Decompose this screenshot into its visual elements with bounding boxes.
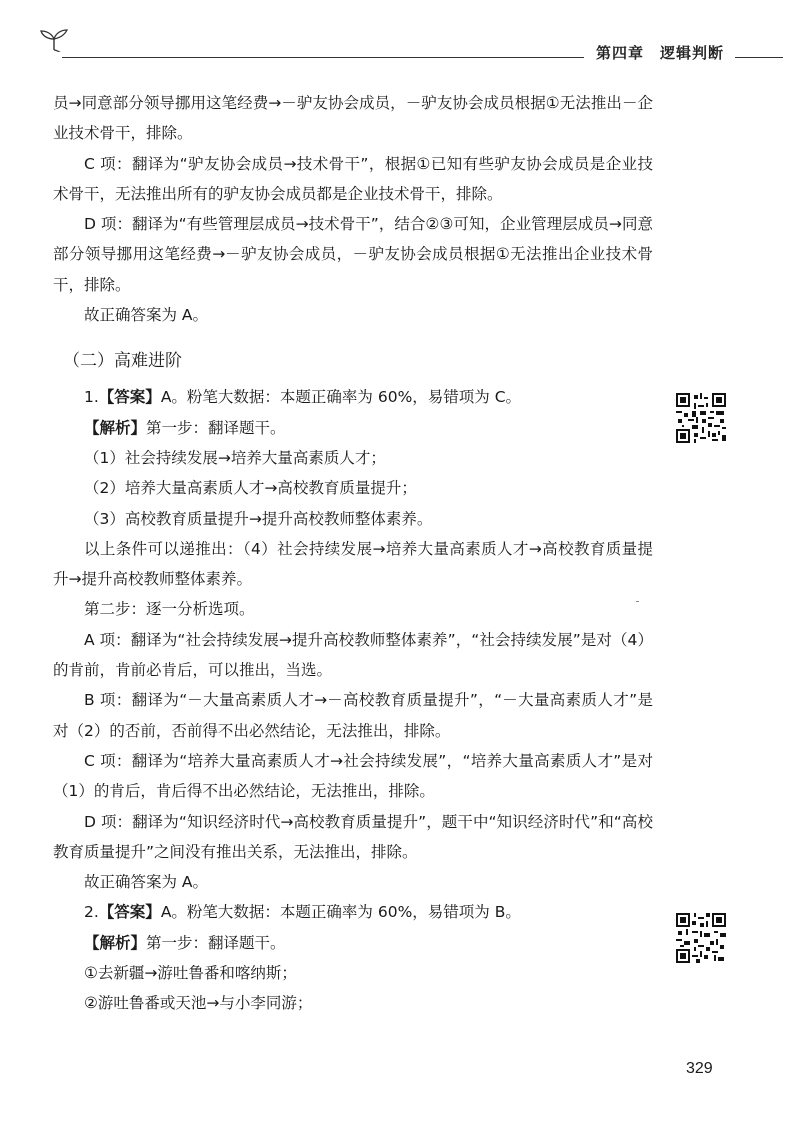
analysis-step: A 项：翻译为“社会持续发展→提升高校教师整体素养”，“社会持续发展”是对（4）的肯前，肯前必肯后，可以推出，当选。 [53,630,653,680]
analysis-tag: 【解析】 [84,933,147,952]
section-heading: （二）高难进阶 [63,351,182,372]
paragraph: 员→同意部分领导挪用这笔经费→－驴友协会成员，－驴友协会成员根据①无法推出－企业技术骨干，排除。 [53,94,653,143]
analysis-step: C 项：翻译为“培养大量高素质人才→社会持续发展”，“培养大量高素质人才”是对（1）的肯后，肯后得不出必然结论，无法推出，排除。 [53,751,653,801]
answer-tag: 【答案】 [98,388,161,407]
scan-speck [636,601,639,602]
paragraph: C 项：翻译为“驴友协会成员→技术骨干”，根据①已知有些驴友协会成员是企业技术骨干，无法推出所有的驴友协会成员都是企业技术骨干，排除。 [53,154,653,203]
header-rule [62,57,584,58]
analysis-step: ①去新疆→游吐鲁番和喀纳斯； [84,964,297,983]
paragraph: D 项：翻译为“有些管理层成员→技术骨干”，结合②③可知，企业管理层成员→同意部分领导挪用这笔经费→－驴友协会成员，－驴友协会成员根据①无法推出企业技术骨干，排除。 [53,215,653,294]
chapter-label [596,42,724,63]
sprout-icon [38,28,70,52]
chapter-title: 逻辑判断 [660,44,725,62]
paragraph: 故正确答案为 A。 [84,306,209,325]
analysis-step: D 项：翻译为“知识经济时代→高校教育质量提升”，题干中“知识经济时代”和“高校教育质量提升”之间没有推出关系，无法推出，排除。 [53,812,653,861]
answer-line [53,897,653,927]
analysis-step: （1）社会持续发展→培养大量高素质人才； [84,448,386,467]
analysis-tag: 【解析】 [84,418,147,437]
page-header [0,0,800,70]
chapter-number: 第四章 [596,44,645,62]
question-number: 1. [84,388,99,407]
analysis-step: 故正确答案为 A。 [84,873,209,892]
question-number: 2. [84,903,99,922]
qr-code-icon[interactable] [676,393,726,443]
analysis-text: 第一步：翻译题干。 [146,933,286,952]
page-number: 329 [686,1060,713,1077]
answer-tag: 【答案】 [98,903,161,922]
qr-code-icon[interactable] [676,913,726,963]
page-body [53,88,653,1019]
analysis-step: B 项：翻译为“－大量高素质人才→－高校教育质量提升”，“－大量高素质人才”是对（2）的否前，否前得不出必然结论，无法推出，排除。 [53,691,653,740]
analysis-line [53,413,653,443]
analysis-step: 第二步：逐一分析选项。 [84,600,255,619]
answer-text: A。粉笔大数据：本题正确率为 60%，易错项为 C。 [160,388,522,407]
header-rule-right [735,57,783,58]
analysis-step: ②游吐鲁番或天池→与小李同游； [84,994,313,1013]
analysis-line [53,928,653,958]
analysis-step: （3）高校教育质量提升→提升高校教师整体素养。 [84,509,433,528]
answer-text: A。粉笔大数据：本题正确率为 60%，易错项为 B。 [160,903,521,922]
analysis-step: （2）培养大量高素质人才→高校教育质量提升； [84,479,417,498]
analysis-text: 第一步：翻译题干。 [146,418,286,437]
analysis-step: 以上条件可以递推出：（4）社会持续发展→培养大量高素质人才→高校教育质量提升→提升高校教师整体素养。 [53,539,653,589]
answer-line [53,382,653,412]
